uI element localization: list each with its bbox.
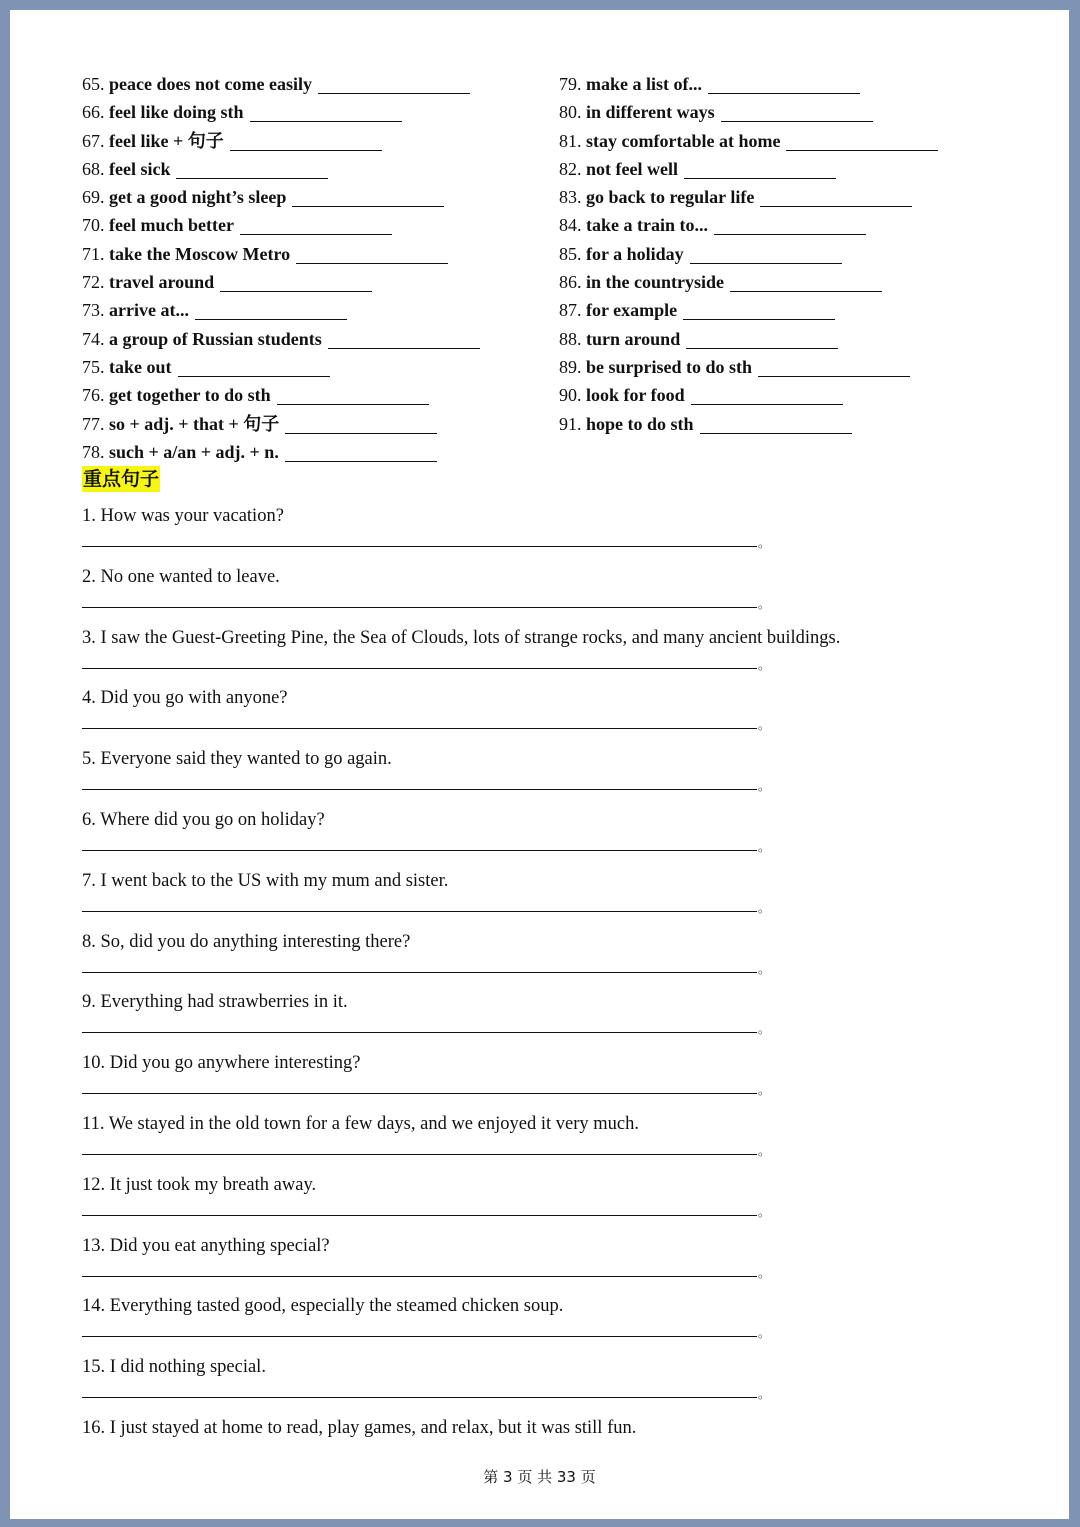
phrase-item [82, 240, 480, 268]
sentence-text: 4. Did you go with anyone? [82, 688, 288, 709]
phrase-item [82, 127, 480, 155]
sentence-text: 9. Everything had strawberries in it. [82, 992, 348, 1013]
sentence-text: 13. Did you eat anything special? [82, 1235, 330, 1256]
sentence-list [82, 494, 982, 1467]
phrase-item [559, 296, 938, 324]
section-title: 重点句子 [83, 468, 160, 490]
answer-blank[interactable] [195, 318, 347, 320]
phrase-item [82, 211, 480, 239]
phrase-text: make a list of... [586, 74, 702, 94]
phrase-text: so + adj. + that + 句子 [109, 413, 280, 434]
phrase-text: take out [109, 356, 172, 377]
phrase-text: get a good night’s sleep [109, 187, 287, 208]
answer-blank[interactable] [684, 177, 836, 179]
phrase-text: a group of Russian students [109, 328, 322, 349]
phrase-number: 86. [559, 272, 582, 293]
answer-blank[interactable] [691, 403, 843, 405]
sentence-text: 7. I went back to the US with my mum and sister. [82, 870, 449, 891]
phrase-item [82, 268, 480, 296]
phrase-item [559, 155, 938, 183]
phrase-item [82, 381, 480, 409]
phrase-item [82, 183, 480, 211]
sentence-end-mark: 。 [758, 1204, 771, 1219]
phrase-number: 89. [559, 356, 582, 377]
phrase-text: turn around [586, 328, 681, 349]
sentence-item [82, 920, 982, 981]
phrase-item [559, 183, 938, 211]
sentence-end-mark: 。 [758, 1083, 771, 1098]
sentence-item [82, 737, 982, 798]
sentence-text: 16. I just stayed at home to read, play games, and relax, but it was still fun. [82, 1417, 637, 1438]
phrase-number: 68. [82, 158, 105, 179]
answer-blank[interactable] [176, 177, 328, 179]
sentence-end-mark: 。 [758, 1143, 771, 1158]
sentence-item [82, 1345, 982, 1406]
phrase-item [559, 353, 938, 381]
sentence-end-mark: 。 [758, 1265, 771, 1280]
phrase-number: 81. [559, 130, 582, 151]
translation-answer-line[interactable] [82, 1154, 757, 1155]
phrase-number: 83. [559, 187, 582, 208]
phrase-number: 73. [82, 300, 105, 321]
translation-answer-line[interactable] [82, 1276, 757, 1277]
sentence-item [82, 1284, 982, 1345]
sentence-item [82, 798, 982, 859]
sentence-end-mark: 。 [758, 839, 771, 854]
phrase-item [82, 296, 480, 324]
answer-blank[interactable] [292, 205, 444, 207]
answer-blank[interactable] [250, 120, 402, 122]
sentence-text: 8. So, did you do anything interesting there? [82, 931, 411, 952]
translation-answer-line[interactable] [82, 850, 757, 851]
phrase-item [82, 98, 480, 126]
sentence-item [82, 616, 982, 677]
phrase-text: feel sick [109, 158, 171, 179]
translation-answer-line[interactable] [82, 728, 757, 729]
answer-blank[interactable] [700, 432, 852, 434]
phrase-text: hope to do sth [586, 413, 694, 434]
phrase-number: 75. [82, 356, 105, 377]
phrase-number: 91. [559, 413, 582, 434]
phrase-text: look for food [586, 385, 685, 406]
phrase-text: not feel well [586, 158, 678, 179]
translation-answer-line[interactable] [82, 1397, 757, 1398]
answer-blank[interactable] [760, 205, 912, 207]
sentence-item [82, 1406, 982, 1467]
sentence-text: 2. No one wanted to leave. [82, 566, 280, 587]
answer-blank[interactable] [220, 290, 372, 292]
answer-blank[interactable] [721, 120, 873, 122]
phrase-number: 66. [82, 102, 105, 123]
phrase-item [82, 325, 480, 353]
phrase-text: take the Moscow Metro [109, 243, 291, 264]
phrase-text: feel like doing sth [109, 102, 244, 123]
sentence-text: 6. Where did you go on holiday? [82, 809, 325, 830]
phrase-number: 72. [82, 272, 105, 293]
phrase-item [82, 353, 480, 381]
sentence-text: 1. How was your vacation? [82, 506, 284, 526]
answer-blank[interactable] [285, 432, 437, 434]
phrase-number: 88. [559, 328, 582, 349]
sentence-item [82, 555, 982, 616]
phrase-text: for a holiday [586, 243, 684, 264]
answer-blank[interactable] [178, 375, 330, 377]
phrase-column-left [82, 70, 480, 466]
sentence-end-mark: 。 [758, 1022, 771, 1037]
translation-answer-line[interactable] [82, 607, 757, 608]
phrase-number: 82. [559, 158, 582, 179]
sentence-end-mark: 。 [758, 1387, 771, 1402]
sentence-end-mark: 。 [758, 961, 771, 976]
translation-answer-line[interactable] [82, 546, 757, 547]
answer-blank[interactable] [277, 403, 429, 405]
phrase-number: 65. [82, 74, 105, 94]
sentence-item [82, 1102, 982, 1163]
sentence-text: 10. Did you go anywhere interesting? [82, 1053, 361, 1074]
translation-answer-line[interactable] [82, 911, 757, 912]
sentence-end-mark: 。 [758, 596, 771, 611]
sentence-end-mark: 。 [758, 779, 771, 794]
answer-blank[interactable] [758, 375, 910, 377]
sentence-item [82, 859, 982, 920]
translation-answer-line[interactable] [82, 1093, 757, 1094]
phrase-item [559, 325, 938, 353]
sentence-text: 15. I did nothing special. [82, 1357, 266, 1378]
phrase-number: 74. [82, 328, 105, 349]
phrase-text: feel much better [109, 215, 234, 236]
answer-blank[interactable] [285, 460, 437, 462]
phrase-text: stay comfortable at home [586, 130, 781, 151]
answer-blank[interactable] [328, 347, 480, 349]
answer-blank[interactable] [786, 149, 938, 151]
answer-blank[interactable] [230, 149, 382, 151]
translation-answer-line[interactable] [82, 972, 757, 973]
worksheet-page [10, 10, 1069, 1519]
phrase-text: in different ways [586, 102, 715, 123]
phrase-item [559, 381, 938, 409]
phrase-item [559, 127, 938, 155]
phrase-item [559, 410, 938, 438]
phrase-text: get together to do sth [109, 385, 271, 406]
answer-blank[interactable] [318, 92, 470, 94]
sentence-text: 11. We stayed in the old town for a few days, and we enjoyed it very much. [82, 1113, 639, 1134]
answer-blank[interactable] [708, 92, 860, 94]
phrase-item [82, 155, 480, 183]
phrase-text: peace does not come easily [109, 74, 312, 94]
sentence-text: 3. I saw the Guest-Greeting Pine, the Sea of Clouds, lots of strange rocks, and many ancient buildings. [82, 627, 841, 648]
phrase-number: 71. [82, 243, 105, 264]
phrase-text: feel like + 句子 [109, 130, 224, 151]
answer-blank[interactable] [686, 347, 838, 349]
phrase-text: in the countryside [586, 272, 725, 293]
answer-blank[interactable] [296, 262, 448, 264]
answer-blank[interactable] [730, 290, 882, 292]
sentence-item [82, 1163, 982, 1224]
sentence-text: 12. It just took my breath away. [82, 1174, 317, 1195]
translation-answer-line[interactable] [82, 1032, 757, 1033]
phrase-number: 78. [82, 441, 105, 462]
sentence-end-mark: 。 [758, 657, 771, 672]
phrase-column-right [559, 70, 938, 438]
translation-answer-line[interactable] [82, 1215, 757, 1216]
phrase-number: 67. [82, 130, 105, 151]
sentence-item [82, 1041, 982, 1102]
phrase-number: 90. [559, 385, 582, 406]
sentence-item [82, 676, 982, 737]
phrase-text: arrive at... [109, 300, 189, 321]
sentence-item [82, 494, 982, 555]
answer-blank[interactable] [683, 318, 835, 320]
phrase-text: take a train to... [586, 215, 708, 236]
phrase-text: for example [586, 300, 678, 321]
translation-answer-line[interactable] [82, 668, 757, 669]
answer-blank[interactable] [714, 233, 866, 235]
phrase-item [82, 410, 480, 438]
phrase-number: 69. [82, 187, 105, 208]
phrase-number: 87. [559, 300, 582, 321]
sentence-end-mark: 。 [758, 718, 771, 733]
translation-answer-line[interactable] [82, 789, 757, 790]
phrase-item [559, 240, 938, 268]
sentence-end-mark: 。 [758, 536, 771, 550]
phrase-number: 77. [82, 413, 105, 434]
sentence-end-mark: 。 [758, 1326, 771, 1341]
sentence-item [82, 1224, 982, 1285]
phrase-item [559, 211, 938, 239]
phrase-text: travel around [109, 272, 215, 293]
phrase-item [559, 98, 938, 126]
phrase-number: 76. [82, 385, 105, 406]
sentence-text: 5. Everyone said they wanted to go again. [82, 749, 392, 770]
phrase-item [559, 268, 938, 296]
sentence-item [82, 980, 982, 1041]
phrase-number: 80. [559, 102, 582, 123]
phrase-number: 84. [559, 215, 582, 236]
page-footer: 第 3 页 共 33 页 [483, 1468, 596, 1486]
phrase-item [82, 70, 480, 98]
phrase-number: 79. [559, 74, 582, 94]
phrase-text: go back to regular life [586, 187, 755, 208]
sentence-text: 14. Everything tasted good, especially the steamed chicken soup. [82, 1296, 564, 1317]
phrase-item [559, 70, 938, 98]
sentence-end-mark: 。 [758, 900, 771, 915]
phrase-number: 70. [82, 215, 105, 236]
phrase-text: be surprised to do sth [586, 356, 753, 377]
phrase-text: such + a/an + adj. + n. [109, 441, 279, 462]
phrase-item [82, 438, 480, 466]
answer-blank[interactable] [690, 262, 842, 264]
answer-blank[interactable] [240, 233, 392, 235]
translation-answer-line[interactable] [82, 1336, 757, 1337]
phrase-number: 85. [559, 243, 582, 264]
